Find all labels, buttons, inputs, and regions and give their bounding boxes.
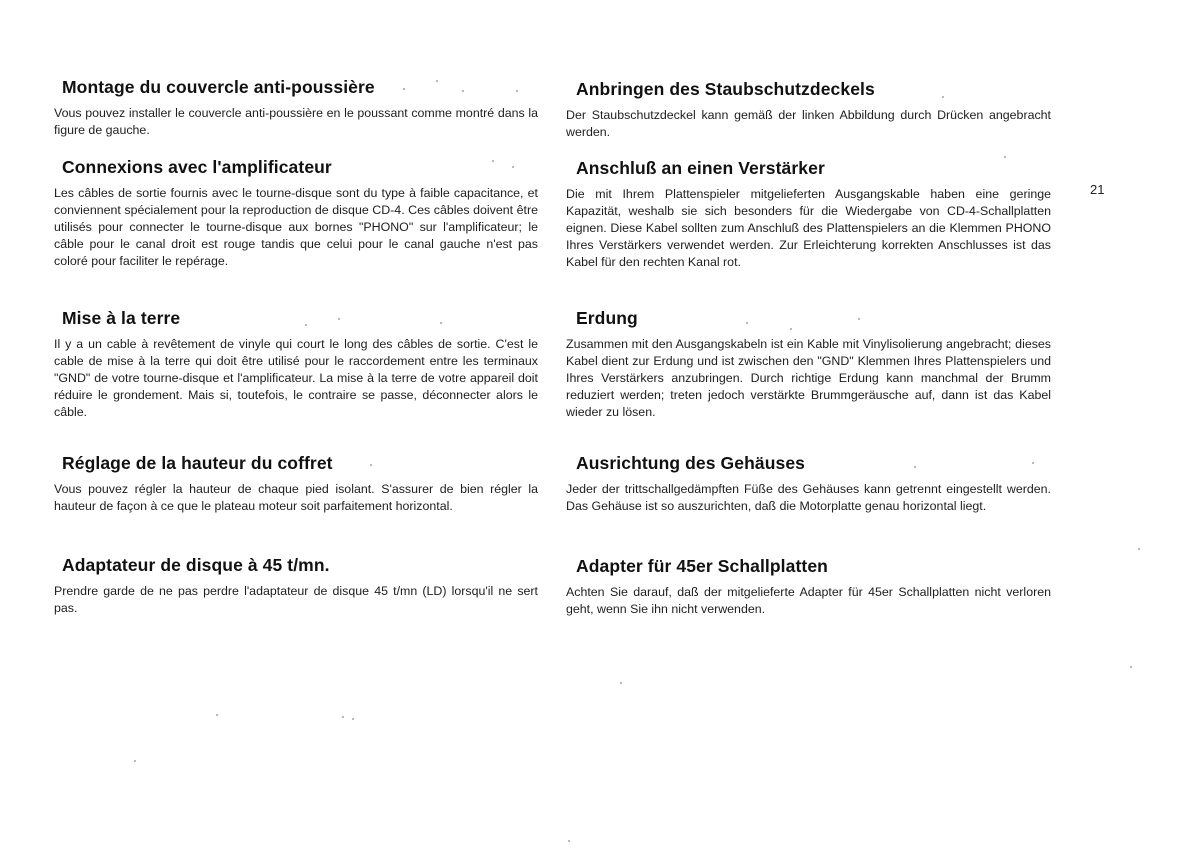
section-dust-cover-de	[566, 78, 1051, 141]
section-body: Il y a un cable à revêtement de vinyle qui court le long des câbles de sortie. C'est le cable de mise à la terre qui doit être utilisé pour le raccordement entre les terminaux "GND" de votre tourne-disque et l'amplificateur. La mise à la terre de votre appareil doit réduire le grondement. Mais si, toutefois, le contraire se passe, déconnecter alors le câble.	[54, 337, 538, 419]
section-heading: Erdung	[576, 308, 638, 328]
section-height-fr	[54, 452, 538, 515]
page-number: 21	[1090, 182, 1105, 197]
section-heading: Ausrichtung des Gehäuses	[576, 453, 805, 473]
scan-speck	[492, 160, 494, 162]
section-body: Die mit Ihrem Plattenspieler mitgelieferten Ausgangskable haben eine geringe Kapazität, weshalb sie sich besonders für die Wiedergabe von CD-4-Schallplatten eignen. Diese Kabel sollten zum Anschluß des Plattenspielers an die Klemmen PHONO Ihres Verstärkers verwendet werden. Zur Erleichterung korrekten Anschlusses ist das Kabel für den rechten Kanal rot.	[566, 187, 1051, 269]
scan-speck	[216, 714, 218, 716]
scan-speck	[512, 166, 514, 168]
scan-speck	[790, 328, 792, 330]
scan-speck	[436, 80, 438, 82]
section-body: Jeder der trittschallgedämpften Füße des Gehäuses kann getrennt eingestellt werden. Das Gehäuse ist so auszurichten, daß die Motorplatte genau horizontal liegt.	[566, 482, 1051, 513]
section-heading: Adapter für 45er Schallplatten	[576, 556, 828, 576]
scan-speck	[370, 464, 372, 466]
section-amplifier-de	[566, 157, 1051, 271]
section-heading: Montage du couvercle anti-poussière	[62, 77, 375, 97]
section-heading: Anschluß an einen Verstärker	[576, 158, 825, 178]
scan-speck	[305, 324, 307, 326]
section-body: Der Staubschutzdeckel kann gemäß der linken Abbildung durch Drücken angebracht werden.	[566, 108, 1051, 139]
scan-speck	[338, 318, 340, 320]
scan-speck	[858, 318, 860, 320]
section-heading: Anbringen des Staubschutzdeckels	[576, 79, 875, 99]
section-heading: Adaptateur de disque à 45 t/mn.	[62, 555, 330, 575]
section-body: Vous pouvez régler la hauteur de chaque pied isolant. S'assurer de bien régler la hauteur de façon à ce que le plateau moteur soit parfaitement horizontal.	[54, 482, 538, 513]
scan-speck	[1138, 548, 1140, 550]
scan-speck	[914, 466, 916, 468]
section-body: Zusammen mit den Ausgangskabeln ist ein Kable mit Vinylisolierung angebracht; dieses Kabel dient zur Erdung und ist zwischen den "GND" Klemmen Ihres Plattenspielers und Ihres Verstärkers anzubringen. Durch richtige Erdung kann manchmal der Brumm reduziert werden; treten jedoch verstärkte Brummgeräusche auf, dann ist das Kabel wieder zu lösen.	[566, 337, 1051, 419]
scan-speck	[1004, 156, 1006, 158]
section-body: Les câbles de sortie fournis avec le tourne-disque sont du type à faible capacitance, et conviennent spécialement pour la reproduction de disque CD-4. Ces câbles doivent être utilisés pour connecter le tourne-disque aux bornes "PHONO" sur l'amplificateur; le câble pour le canal droit est rouge tandis que celui pour le canal gauche n'est pas coloré pour faciliter le repérage.	[54, 186, 538, 268]
scan-speck	[440, 322, 442, 324]
section-adapter-de	[566, 555, 1051, 618]
section-heading: Mise à la terre	[62, 308, 181, 328]
scan-speck	[942, 96, 944, 98]
section-body: Prendre garde de ne pas perdre l'adaptateur de disque 45 t/mn (LD) lorsqu'il ne sert pas.	[54, 584, 538, 615]
scan-speck	[342, 716, 344, 718]
section-heading: Réglage de la hauteur du coffret	[62, 453, 333, 473]
section-adapter-fr	[54, 554, 538, 617]
scan-speck	[462, 90, 464, 92]
section-body: Achten Sie darauf, daß der mitgelieferte Adapter für 45er Schallplatten nicht verloren geht, wenn Sie ihn nicht verwenden.	[566, 585, 1051, 616]
scan-speck	[568, 840, 570, 842]
section-amplifier-fr	[54, 156, 538, 270]
section-dust-cover-fr	[54, 76, 538, 139]
scan-speck	[516, 90, 518, 92]
scan-speck	[1032, 462, 1034, 464]
section-ground-de	[566, 307, 1051, 421]
scan-speck	[620, 682, 622, 684]
section-ground-fr	[54, 307, 538, 421]
scan-speck	[352, 718, 354, 720]
scan-speck	[746, 322, 748, 324]
scan-speck	[1130, 666, 1132, 668]
section-body: Vous pouvez installer le couvercle anti-poussière en le poussant comme montré dans la figure de gauche.	[54, 106, 538, 137]
section-heading: Connexions avec l'amplificateur	[62, 157, 332, 177]
scan-speck	[134, 760, 136, 762]
section-height-de	[566, 452, 1051, 515]
scan-speck	[403, 88, 405, 90]
